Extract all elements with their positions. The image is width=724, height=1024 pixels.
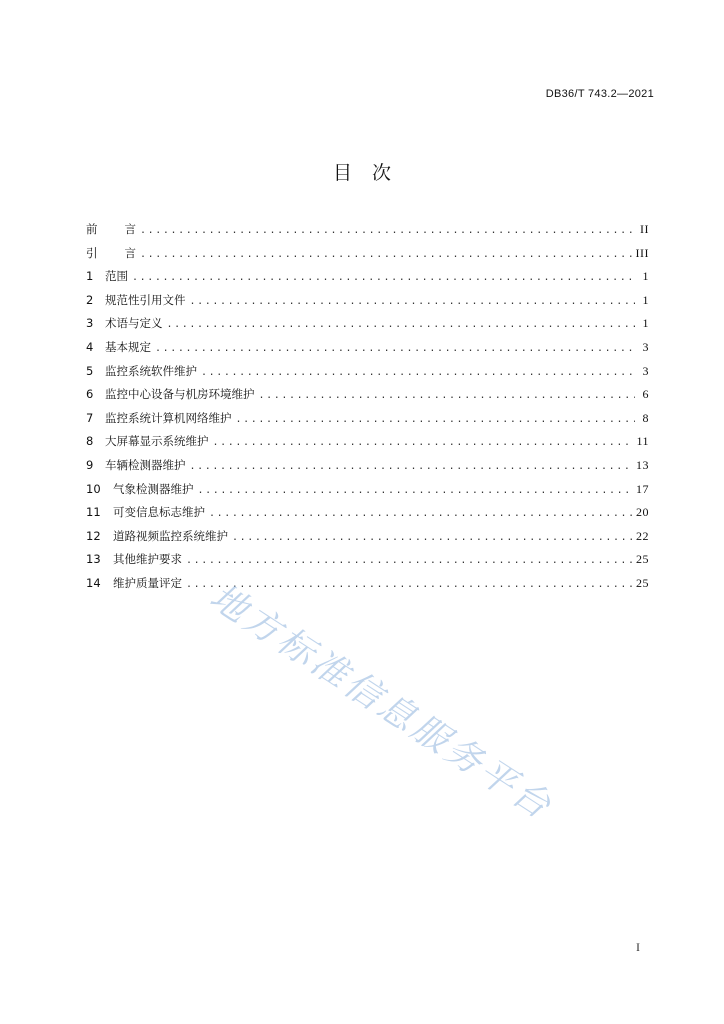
toc-entry-label: 基本规定 bbox=[105, 339, 151, 354]
header-rule bbox=[86, 104, 654, 105]
watermark: 地方标准信息服务平台 bbox=[202, 576, 561, 829]
toc-entry-page: II bbox=[640, 222, 649, 236]
toc-entry[interactable] bbox=[86, 454, 649, 478]
toc-entry-number: 1 bbox=[86, 269, 94, 284]
toc-dot-leader bbox=[209, 502, 632, 526]
toc-dot-leader bbox=[186, 549, 632, 573]
toc-entry[interactable] bbox=[86, 383, 649, 407]
toc-entry[interactable] bbox=[86, 525, 649, 549]
toc-entry-page: 1 bbox=[642, 316, 649, 331]
toc-entry-number: 5 bbox=[86, 363, 94, 378]
toc-entry[interactable] bbox=[86, 218, 649, 242]
toc-dot-leader bbox=[236, 408, 636, 432]
toc-entry[interactable] bbox=[86, 430, 649, 454]
toc-entry[interactable] bbox=[86, 360, 649, 384]
toc-entry-page: 1 bbox=[642, 292, 649, 307]
toc-entry-number: 9 bbox=[86, 457, 94, 472]
toc-entry-page: 25 bbox=[636, 552, 649, 567]
toc-entry-number: 14 bbox=[86, 575, 101, 590]
toc-entry-label: 维护质量评定 bbox=[113, 575, 182, 590]
toc-dot-leader bbox=[213, 431, 633, 455]
toc-entry-page: 20 bbox=[636, 505, 649, 520]
toc-entry-page: 25 bbox=[636, 575, 649, 590]
toc-entry-label: 监控中心设备与机房环境维护 bbox=[105, 387, 255, 402]
toc-entry-label: 可变信息标志维护 bbox=[113, 505, 205, 520]
toc-entry[interactable] bbox=[86, 242, 649, 266]
toc-entry-label: 大屏幕显示系统维护 bbox=[105, 434, 209, 449]
toc-entry-number: 10 bbox=[86, 481, 101, 496]
toc-entry[interactable] bbox=[86, 289, 649, 313]
toc-entry-number: 13 bbox=[86, 552, 101, 567]
toc-dot-leader bbox=[167, 313, 636, 337]
toc-entry-label: 道路视频监控系统维护 bbox=[113, 528, 228, 543]
toc-entry-page: 17 bbox=[636, 481, 649, 496]
toc-entry-label: 监控系统计算机网络维护 bbox=[105, 410, 232, 425]
toc-dot-leader bbox=[201, 361, 635, 385]
toc-entry[interactable] bbox=[86, 501, 649, 525]
toc-entry-page: 22 bbox=[636, 528, 649, 543]
standard-code: DB36/T 743.2—2021 bbox=[545, 88, 654, 100]
toc-entry[interactable] bbox=[86, 312, 649, 336]
toc-entry-number: 6 bbox=[86, 387, 94, 402]
toc-dot-leader bbox=[198, 479, 633, 503]
toc-entry-page: 3 bbox=[642, 339, 649, 354]
toc-entry-label: 术语与定义 bbox=[105, 316, 163, 331]
toc-dot-leader bbox=[190, 455, 633, 479]
toc-entry-label: 规范性引用文件 bbox=[105, 292, 186, 307]
toc-entry-label: 前言 bbox=[86, 222, 163, 236]
toc-entry[interactable] bbox=[86, 265, 649, 289]
toc-entry-number: 12 bbox=[86, 528, 101, 543]
toc-entry-number: 11 bbox=[86, 505, 101, 520]
toc-dot-leader bbox=[259, 384, 636, 408]
page-number: I bbox=[636, 940, 640, 954]
toc-entry-page: 6 bbox=[642, 387, 649, 402]
toc-entry-label: 气象检测器维护 bbox=[113, 481, 194, 496]
toc-entry-label: 其他维护要求 bbox=[113, 552, 182, 567]
toc-entry-number: 4 bbox=[86, 339, 94, 354]
toc-entry-page: III bbox=[635, 245, 649, 260]
toc-dot-leader bbox=[140, 219, 635, 243]
table-of-contents bbox=[86, 218, 649, 596]
toc-entry-number: 3 bbox=[86, 316, 94, 331]
toc-entry-label: 范围 bbox=[105, 269, 128, 284]
toc-entry-number: 7 bbox=[86, 410, 94, 425]
page-title-char-2: 次 bbox=[372, 162, 392, 184]
toc-dot-leader bbox=[140, 243, 632, 267]
toc-dot-leader bbox=[190, 290, 636, 314]
toc-dot-leader bbox=[132, 266, 635, 290]
toc-entry[interactable] bbox=[86, 548, 649, 572]
toc-entry-page: 1 bbox=[642, 269, 649, 284]
toc-entry-number: 2 bbox=[86, 292, 94, 307]
toc-dot-leader bbox=[232, 526, 632, 550]
toc-entry-page: 13 bbox=[636, 457, 649, 472]
toc-entry[interactable] bbox=[86, 407, 649, 431]
toc-entry-page: 8 bbox=[642, 410, 649, 425]
toc-entry[interactable] bbox=[86, 478, 649, 502]
page-title bbox=[0, 158, 724, 185]
toc-dot-leader bbox=[155, 337, 635, 361]
toc-entry-page: 3 bbox=[642, 363, 649, 378]
toc-entry-page: 11 bbox=[636, 434, 649, 449]
toc-entry-label: 监控系统软件维护 bbox=[105, 363, 197, 378]
toc-entry[interactable] bbox=[86, 336, 649, 360]
page-title-char-1: 目 bbox=[332, 162, 352, 184]
toc-entry-label: 引言 bbox=[86, 245, 163, 260]
toc-entry-number: 8 bbox=[86, 434, 94, 449]
toc-entry[interactable] bbox=[86, 572, 649, 596]
toc-entry-label: 车辆检测器维护 bbox=[105, 457, 186, 472]
